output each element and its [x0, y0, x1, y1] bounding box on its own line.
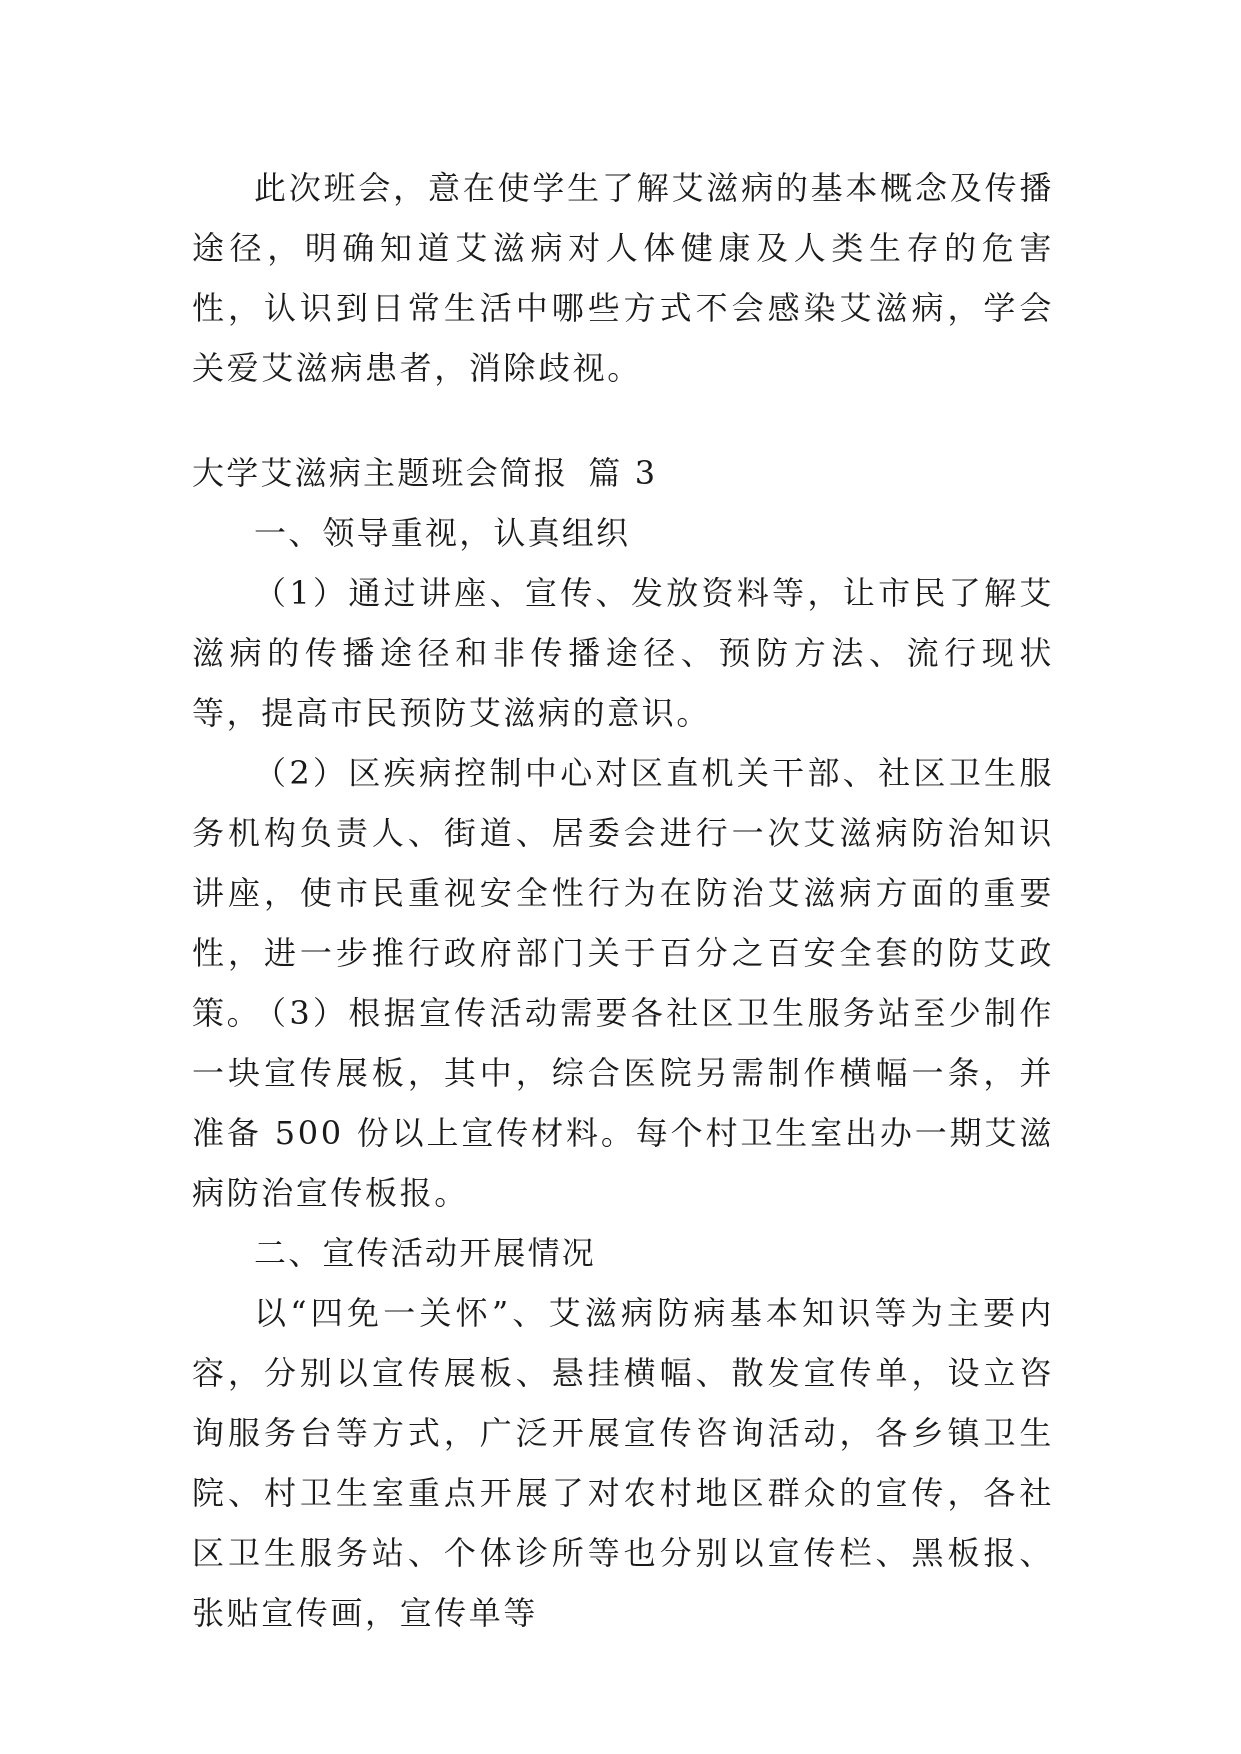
intro-paragraph: 此次班会，意在使学生了解艾滋病的基本概念及传播途径，明确知道艾滋病对人体健康及人类生存的危害性，认识到日常生活中哪些方式不会感染艾滋病，学会关爱艾滋病患者，消除歧视。 [192, 169, 1054, 387]
list-item-3: （3）根据宣传活动需要各社区卫生服务站至少制作一块宣传展板，其中，综合医院另需制作横幅一条，并准备 500 份以上宣传材料。每个村卫生室出办一期艾滋病防治宣传板报。 [192, 994, 1054, 1212]
section-title [192, 443, 657, 503]
list-item-2: （2）区疾病控制中心对区直机关干部、社区卫生服务机构负责人、街道、居委会进行一次艾滋病防治知识讲座，使市民重视安全性行为在防治艾滋病方面的重要性，进一步推行政府部门关于百分之百安全套的防艾政策。 [192, 754, 1054, 1032]
activities-paragraph: 以“四免一关怀”、艾滋病防病基本知识等为主要内容，分别以宣传展板、悬挂横幅、散发宣传单，设立咨询服务台等方式，广泛开展宣传咨询活动，各乡镇卫生院、村卫生室重点开展了对农村地区群众的宣传，各社区卫生服务站、个体诊所等也分别以宣传栏、黑板报、张贴宣传画，宣传单等 [192, 1294, 1054, 1632]
heading-one: 一、领导重视，认真组织 [254, 514, 631, 552]
section-title-suffix: 篇 3 [588, 454, 658, 492]
section-title-main: 大学艾滋病主题班会简报 [192, 454, 569, 492]
list-item-1: （1）通过讲座、宣传、发放资料等，让市民了解艾滋病的传播途径和非传播途径、预防方法、流行现状等，提高市民预防艾滋病的意识。 [192, 574, 1054, 732]
heading-two: 二、宣传活动开展情况 [254, 1234, 597, 1272]
